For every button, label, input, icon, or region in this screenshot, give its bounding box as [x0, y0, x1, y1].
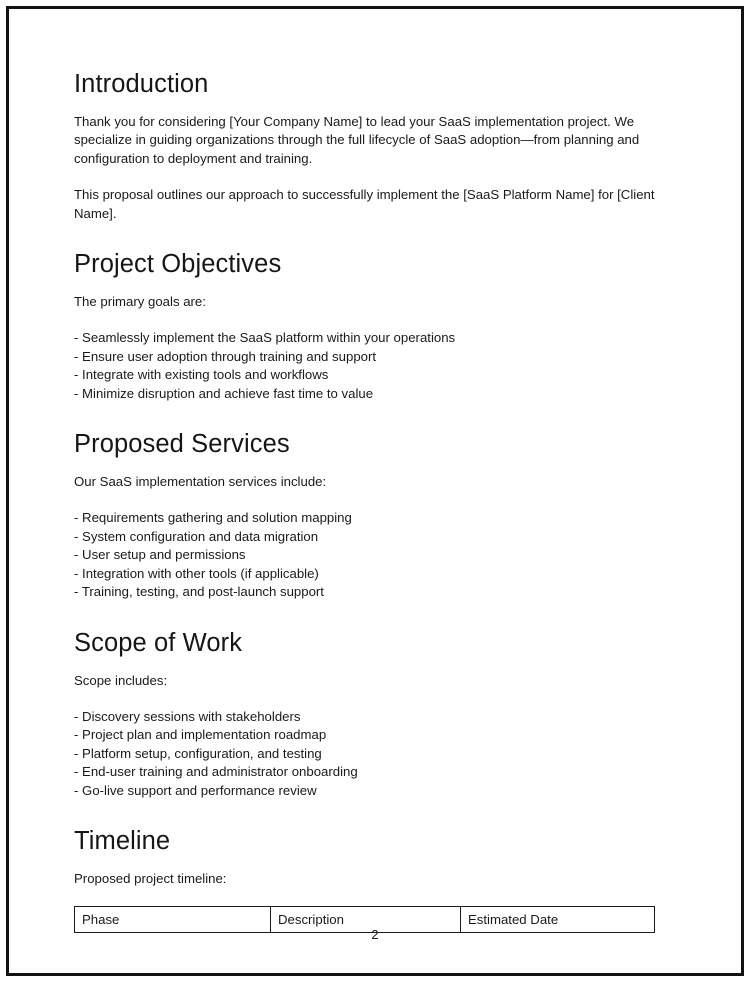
list-item: - Integration with other tools (if applicable) — [74, 565, 319, 581]
list-item: - Ensure user adoption through training and support — [74, 348, 377, 364]
objectives-list — [74, 329, 664, 403]
document-page-frame — [6, 6, 744, 976]
list-item: - Training, testing, and post-launch support — [74, 584, 324, 600]
table-column-header-phase: Phase — [75, 907, 271, 933]
list-item: - Discovery sessions with stakeholders — [74, 708, 301, 724]
list-item: - System configuration and data migration — [74, 528, 319, 544]
list-item: - Requirements gathering and solution mapping — [74, 510, 352, 526]
list-item: - User setup and permissions — [74, 547, 246, 563]
list-item: - Minimize disruption and achieve fast time to value — [74, 385, 374, 401]
services-list — [74, 509, 664, 601]
section-heading: Project Objectives — [74, 250, 282, 279]
table-column-header-estimated-date: Estimated Date — [461, 907, 655, 933]
list-item: - Seamlessly implement the SaaS platform within your operations — [74, 330, 456, 346]
section-timeline — [74, 826, 664, 933]
section-scope-of-work — [74, 628, 664, 800]
table-column-header-description: Description — [271, 907, 461, 933]
section-lead-in: The primary goals are: — [74, 294, 206, 310]
document-content — [74, 69, 664, 933]
paragraph: This proposal outlines our approach to successfully implement the [SaaS Platform Name] for [Client Name]. — [74, 187, 655, 221]
section-heading: Timeline — [74, 826, 171, 855]
list-item: - Project plan and implementation roadmap — [74, 727, 327, 743]
section-lead-in: Proposed project timeline: — [74, 870, 227, 886]
page-number: 2 — [371, 927, 379, 942]
list-item: - Integrate with existing tools and workflows — [74, 367, 329, 383]
list-item: - Platform setup, configuration, and testing — [74, 745, 322, 761]
scope-list — [74, 708, 664, 800]
list-item: - End-user training and administrator onboarding — [74, 764, 358, 780]
section-heading: Introduction — [74, 70, 209, 98]
list-item: - Go-live support and performance review — [74, 782, 317, 798]
section-project-objectives — [74, 249, 664, 403]
section-heading: Proposed Services — [74, 430, 290, 459]
section-lead-in: Scope includes: — [74, 672, 168, 688]
section-proposed-services — [74, 429, 664, 601]
paragraph: Thank you for considering [Your Company Name] to lead your SaaS implementation project. We specialize in guiding organizations through the full lifecycle of SaaS adoption—from planning and configuration to deployment and training. — [74, 114, 640, 166]
section-lead-in: Our SaaS implementation services include: — [74, 474, 327, 490]
section-introduction — [74, 69, 664, 223]
document-page — [9, 9, 741, 973]
section-heading: Scope of Work — [74, 628, 243, 657]
